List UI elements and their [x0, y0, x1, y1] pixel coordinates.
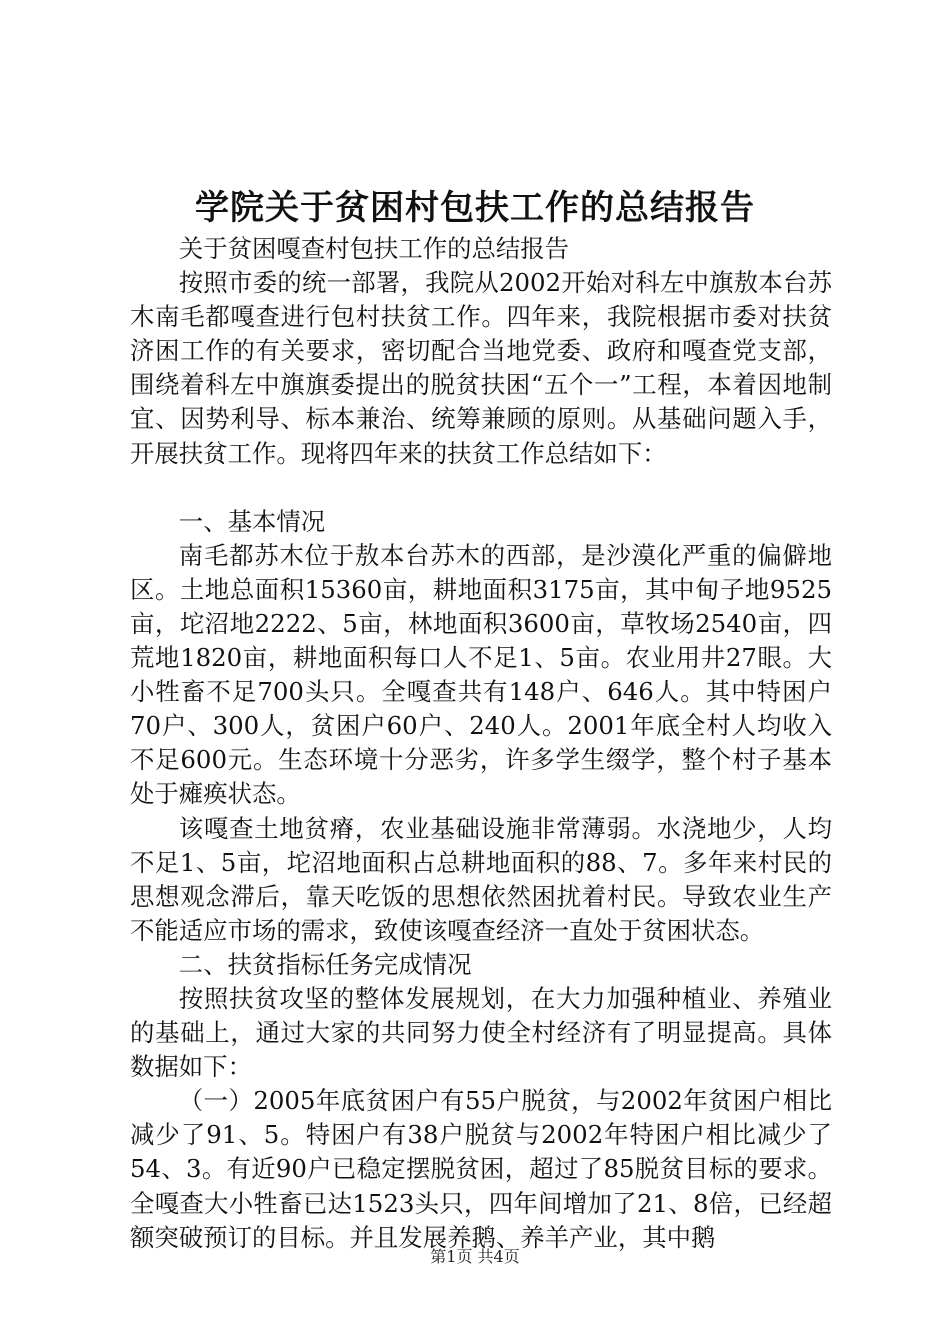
body-paragraph: 南毛都苏木位于敖本台苏木的西部，是沙漠化严重的偏僻地区。土地总面积15360亩，耕地面积3175亩，其中甸子地9525亩，坨沼地2222、5亩，林地面积3600亩，草牧场2540亩，四荒地1820亩，耕地面积每口人不足1、5亩。农业用井27眼。大小牲畜不足700头只。全嘎查共有148户、646人。其中特困户70户、300人，贫困户60户、240人。2001年底全村人均收入不足600元。生态环境十分恶劣，许多学生缀学，整个村子基本处于瘫痪状态。	[130, 540, 832, 809]
document-title: 学院关于贫困村包扶工作的总结报告	[195, 188, 755, 228]
section-heading-basic-situation: 一、基本情况	[178, 506, 326, 536]
section-heading-targets: 二、扶贫指标任务完成情况	[178, 949, 472, 979]
body-paragraph: 该嘎查土地贫瘠，农业基础设施非常薄弱。水浇地少，人均不足1、5亩，坨沼地面积占总耕地面积的88、7。多年来村民的思想观念滞后，靠天吃饭的思想依然困扰着村民。导致农业生产不能适应市场的需求，致使该嘎查经济一直处于贫困状态。	[130, 813, 832, 945]
body-paragraph: 按照扶贫攻坚的整体发展规划，在大力加强种植业、养殖业的基础上，通过大家的共同努力使全村经济有了明显提高。具体数据如下：	[130, 983, 832, 1082]
subtitle-paragraph: 关于贫困嘎查村包扶工作的总结报告	[178, 234, 570, 263]
page-footer: 第1页 共4页	[430, 1247, 520, 1266]
intro-paragraph: 按照市委的统一部署，我院从2002开始对科左中旗敖本台苏木南毛都嘎查进行包村扶贫工作。四年来，我院根据市委对扶贫济困工作的有关要求，密切配合当地党委、政府和嘎查党支部，围绕着科左中旗旗委提出的脱贫扶困“五个一”工程，本着因地制宜、因势利导、标本兼治、统筹兼顾的原则。从基础问题入手，开展扶贫工作。现将四年来的扶贫工作总结如下：	[130, 268, 832, 468]
body-paragraph: （一）2005年底贫困户有55户脱贫，与2002年贫困户相比减少了91、5。特困户有38户脱贫与2002年特困户相比减少了54、3。有近90户已稳定摆脱贫困，超过了85脱贫目标的要求。全嘎查大小牲畜已达1523头只，四年间增加了21、8倍，已经超额突破预订的目标。并且发展养鹅、养羊产业，其中鹅	[130, 1086, 832, 1252]
document-body	[130, 232, 832, 1255]
